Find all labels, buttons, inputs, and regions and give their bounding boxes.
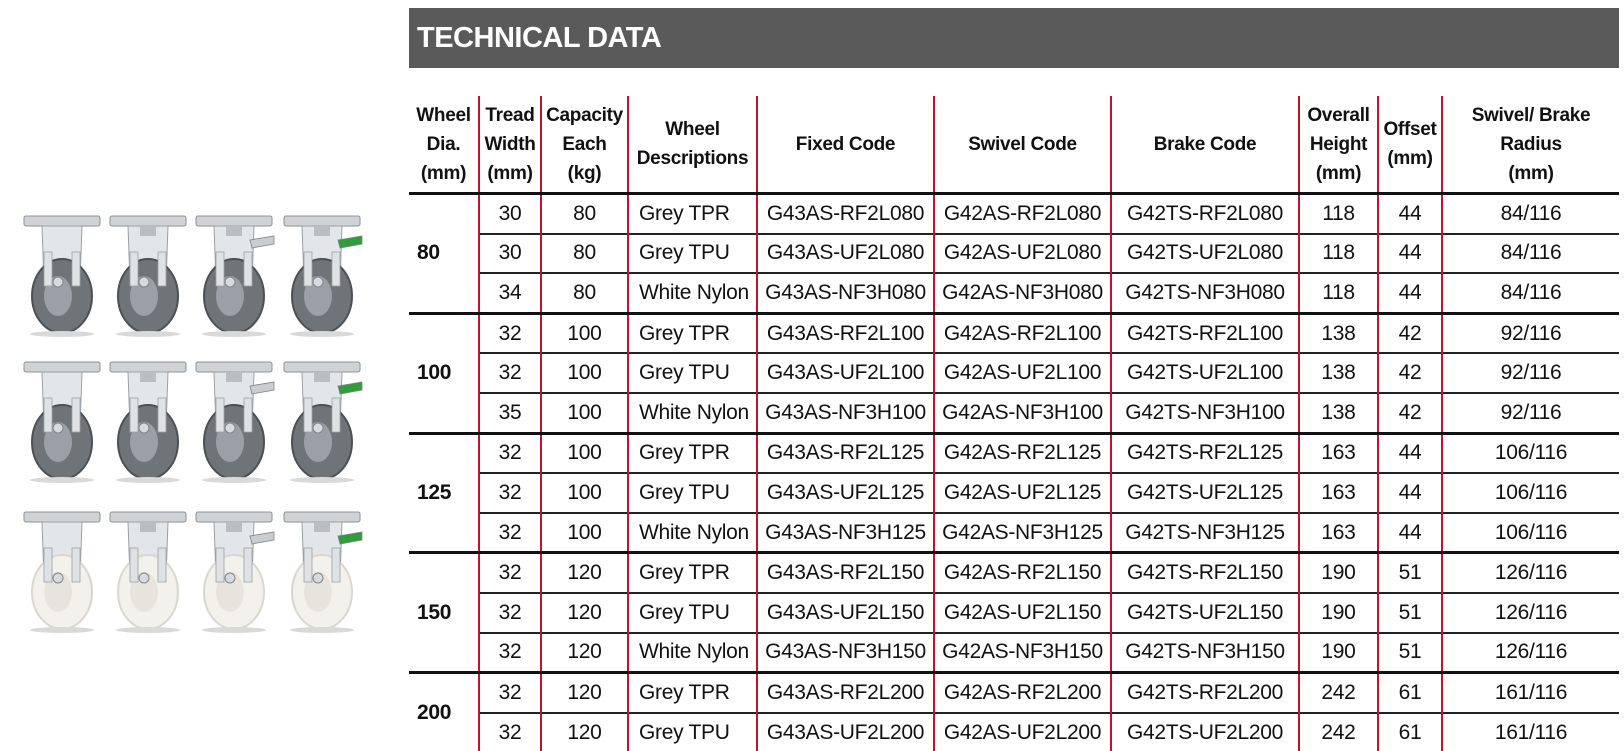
overall-height-cell: 118 <box>1299 234 1378 274</box>
overall-height-cell: 163 <box>1299 513 1378 553</box>
tread-width-cell: 32 <box>479 353 541 393</box>
tread-width-cell: 30 <box>479 194 541 234</box>
tread-width-cell: 34 <box>479 273 541 313</box>
fixed-code-cell: G43AS-UF2L125 <box>757 473 934 513</box>
brake-code-cell: G42TS-RF2L150 <box>1111 553 1299 593</box>
overall-height-cell: 138 <box>1299 313 1378 353</box>
tread-width-cell: 35 <box>479 393 541 433</box>
description-cell: White Nylon <box>628 393 757 433</box>
table-row <box>409 433 1619 473</box>
swivel-code-cell: G42AS-RF2L200 <box>934 673 1111 713</box>
swivel-code-cell: G42AS-UF2L200 <box>934 713 1111 751</box>
table-row <box>409 194 1619 234</box>
offset-cell: 51 <box>1378 593 1442 633</box>
swivel-caster-icon <box>106 508 190 634</box>
wheel-dia-cell: 100 <box>409 313 479 433</box>
table-row <box>409 313 1619 353</box>
capacity-cell: 120 <box>541 673 628 713</box>
offset-cell: 42 <box>1378 393 1442 433</box>
brake-caster-green-icon <box>280 508 364 634</box>
radius-cell: 161/116 <box>1442 713 1619 751</box>
overall-height-cell: 242 <box>1299 673 1378 713</box>
offset-cell: 42 <box>1378 353 1442 393</box>
wheel-dia-cell: 80 <box>409 194 479 314</box>
swivel-code-cell: G42AS-RF2L100 <box>934 313 1111 353</box>
brake-code-cell: G42TS-RF2L100 <box>1111 313 1299 353</box>
overall-height-cell: 118 <box>1299 273 1378 313</box>
fixed-code-cell: G43AS-UF2L100 <box>757 353 934 393</box>
radius-cell: 92/116 <box>1442 393 1619 433</box>
col-radius: Swivel/ Brake Radius (mm) <box>1442 96 1619 194</box>
radius-cell: 84/116 <box>1442 194 1619 234</box>
brake-code-cell: G42TS-NF3H125 <box>1111 513 1299 553</box>
col-offset: Offset (mm) <box>1378 96 1442 194</box>
col-wheel-dia: Wheel Dia. (mm) <box>409 96 479 194</box>
overall-height-cell: 190 <box>1299 633 1378 673</box>
overall-height-cell: 118 <box>1299 194 1378 234</box>
col-description: Wheel Descriptions <box>628 96 757 194</box>
capacity-cell: 80 <box>541 194 628 234</box>
col-brake-code: Brake Code <box>1111 96 1299 194</box>
radius-cell: 106/116 <box>1442 513 1619 553</box>
table-row <box>409 673 1619 713</box>
swivel-code-cell: G42AS-RF2L125 <box>934 433 1111 473</box>
fixed-code-cell: G43AS-RF2L150 <box>757 553 934 593</box>
table-row <box>409 553 1619 593</box>
swivel-code-cell: G42AS-UF2L100 <box>934 353 1111 393</box>
capacity-cell: 100 <box>541 313 628 353</box>
col-overall-height: Overall Height (mm) <box>1299 96 1378 194</box>
table-row <box>409 473 1619 513</box>
description-cell: Grey TPR <box>628 194 757 234</box>
radius-cell: 126/116 <box>1442 593 1619 633</box>
swivel-caster-icon <box>106 358 190 484</box>
offset-cell: 61 <box>1378 673 1442 713</box>
fixed-code-cell: G43AS-NF3H080 <box>757 273 934 313</box>
fixed-code-cell: G43AS-RF2L100 <box>757 313 934 353</box>
description-cell: Grey TPR <box>628 313 757 353</box>
fixed-code-cell: G43AS-NF3H100 <box>757 393 934 433</box>
table-row <box>409 713 1619 751</box>
description-cell: Grey TPU <box>628 473 757 513</box>
technical-data-table <box>409 96 1619 751</box>
radius-cell: 84/116 <box>1442 273 1619 313</box>
fixed-code-cell: G43AS-NF3H150 <box>757 633 934 673</box>
fixed-code-cell: G43AS-UF2L080 <box>757 234 934 274</box>
overall-height-cell: 138 <box>1299 353 1378 393</box>
section-title: TECHNICAL DATA <box>409 8 1619 68</box>
col-tread-width: Tread Width (mm) <box>479 96 541 194</box>
col-fixed-code: Fixed Code <box>757 96 934 194</box>
swivel-code-cell: G42AS-NF3H080 <box>934 273 1111 313</box>
swivel-code-cell: G42AS-UF2L080 <box>934 234 1111 274</box>
brake-caster-green-icon <box>280 212 364 338</box>
table-row <box>409 234 1619 274</box>
brake-code-cell: G42TS-RF2L080 <box>1111 194 1299 234</box>
capacity-cell: 120 <box>541 633 628 673</box>
offset-cell: 44 <box>1378 473 1442 513</box>
swivel-code-cell: G42AS-NF3H150 <box>934 633 1111 673</box>
swivel-code-cell: G42AS-RF2L080 <box>934 194 1111 234</box>
offset-cell: 44 <box>1378 273 1442 313</box>
tread-width-cell: 32 <box>479 473 541 513</box>
tread-width-cell: 32 <box>479 513 541 553</box>
fixed-code-cell: G43AS-RF2L080 <box>757 194 934 234</box>
wheel-dia-cell: 200 <box>409 673 479 751</box>
offset-cell: 51 <box>1378 633 1442 673</box>
overall-height-cell: 190 <box>1299 593 1378 633</box>
description-cell: Grey TPR <box>628 553 757 593</box>
radius-cell: 84/116 <box>1442 234 1619 274</box>
table-row <box>409 273 1619 313</box>
table-row <box>409 393 1619 433</box>
radius-cell: 161/116 <box>1442 673 1619 713</box>
overall-height-cell: 138 <box>1299 393 1378 433</box>
offset-cell: 44 <box>1378 194 1442 234</box>
brake-caster-green-icon <box>280 358 364 484</box>
capacity-cell: 100 <box>541 473 628 513</box>
radius-cell: 106/116 <box>1442 433 1619 473</box>
brake-code-cell: G42TS-NF3H100 <box>1111 393 1299 433</box>
radius-cell: 126/116 <box>1442 633 1619 673</box>
radius-cell: 92/116 <box>1442 313 1619 353</box>
table-header-row <box>409 96 1619 194</box>
description-cell: Grey TPU <box>628 353 757 393</box>
brake-code-cell: G42TS-RF2L125 <box>1111 433 1299 473</box>
wheel-dia-cell: 150 <box>409 553 479 673</box>
overall-height-cell: 163 <box>1299 433 1378 473</box>
swivel-code-cell: G42AS-NF3H125 <box>934 513 1111 553</box>
brake-code-cell: G42TS-NF3H080 <box>1111 273 1299 313</box>
brake-caster-icon <box>192 212 276 338</box>
brake-code-cell: G42TS-UF2L125 <box>1111 473 1299 513</box>
offset-cell: 44 <box>1378 433 1442 473</box>
brake-caster-icon <box>192 508 276 634</box>
brake-code-cell: G42TS-UF2L200 <box>1111 713 1299 751</box>
tread-width-cell: 30 <box>479 234 541 274</box>
description-cell: Grey TPR <box>628 673 757 713</box>
tread-width-cell: 32 <box>479 593 541 633</box>
brake-code-cell: G42TS-NF3H150 <box>1111 633 1299 673</box>
table-row <box>409 513 1619 553</box>
radius-cell: 92/116 <box>1442 353 1619 393</box>
tread-width-cell: 32 <box>479 553 541 593</box>
caster-photos <box>0 0 405 740</box>
fixed-code-cell: G43AS-NF3H125 <box>757 513 934 553</box>
capacity-cell: 100 <box>541 513 628 553</box>
col-capacity: Capacity Each (kg) <box>541 96 628 194</box>
overall-height-cell: 190 <box>1299 553 1378 593</box>
offset-cell: 61 <box>1378 713 1442 751</box>
brake-code-cell: G42TS-UF2L100 <box>1111 353 1299 393</box>
description-cell: White Nylon <box>628 513 757 553</box>
tread-width-cell: 32 <box>479 673 541 713</box>
description-cell: White Nylon <box>628 273 757 313</box>
fixed-code-cell: G43AS-UF2L200 <box>757 713 934 751</box>
fixed-code-cell: G43AS-UF2L150 <box>757 593 934 633</box>
tread-width-cell: 32 <box>479 713 541 751</box>
brake-code-cell: G42TS-RF2L200 <box>1111 673 1299 713</box>
swivel-code-cell: G42AS-UF2L125 <box>934 473 1111 513</box>
overall-height-cell: 242 <box>1299 713 1378 751</box>
capacity-cell: 120 <box>541 713 628 751</box>
capacity-cell: 120 <box>541 553 628 593</box>
wheel-dia-cell: 125 <box>409 433 479 553</box>
overall-height-cell: 163 <box>1299 473 1378 513</box>
brake-code-cell: G42TS-UF2L150 <box>1111 593 1299 633</box>
brake-code-cell: G42TS-UF2L080 <box>1111 234 1299 274</box>
description-cell: Grey TPU <box>628 234 757 274</box>
tread-width-cell: 32 <box>479 313 541 353</box>
table-row <box>409 633 1619 673</box>
brake-caster-icon <box>192 358 276 484</box>
col-swivel-code: Swivel Code <box>934 96 1111 194</box>
offset-cell: 42 <box>1378 313 1442 353</box>
capacity-cell: 80 <box>541 234 628 274</box>
description-cell: Grey TPU <box>628 593 757 633</box>
fixed-caster-icon <box>20 212 104 338</box>
swivel-code-cell: G42AS-UF2L150 <box>934 593 1111 633</box>
capacity-cell: 80 <box>541 273 628 313</box>
description-cell: Grey TPR <box>628 433 757 473</box>
swivel-caster-icon <box>106 212 190 338</box>
swivel-code-cell: G42AS-NF3H100 <box>934 393 1111 433</box>
description-cell: White Nylon <box>628 633 757 673</box>
capacity-cell: 120 <box>541 593 628 633</box>
capacity-cell: 100 <box>541 353 628 393</box>
offset-cell: 44 <box>1378 234 1442 274</box>
fixed-caster-icon <box>20 358 104 484</box>
swivel-code-cell: G42AS-RF2L150 <box>934 553 1111 593</box>
offset-cell: 51 <box>1378 553 1442 593</box>
description-cell: Grey TPU <box>628 713 757 751</box>
tread-width-cell: 32 <box>479 633 541 673</box>
fixed-code-cell: G43AS-RF2L125 <box>757 433 934 473</box>
tread-width-cell: 32 <box>479 433 541 473</box>
table-row <box>409 593 1619 633</box>
table-body <box>409 194 1619 751</box>
table-row <box>409 353 1619 393</box>
fixed-caster-icon <box>20 508 104 634</box>
capacity-cell: 100 <box>541 433 628 473</box>
radius-cell: 106/116 <box>1442 473 1619 513</box>
offset-cell: 44 <box>1378 513 1442 553</box>
fixed-code-cell: G43AS-RF2L200 <box>757 673 934 713</box>
radius-cell: 126/116 <box>1442 553 1619 593</box>
capacity-cell: 100 <box>541 393 628 433</box>
